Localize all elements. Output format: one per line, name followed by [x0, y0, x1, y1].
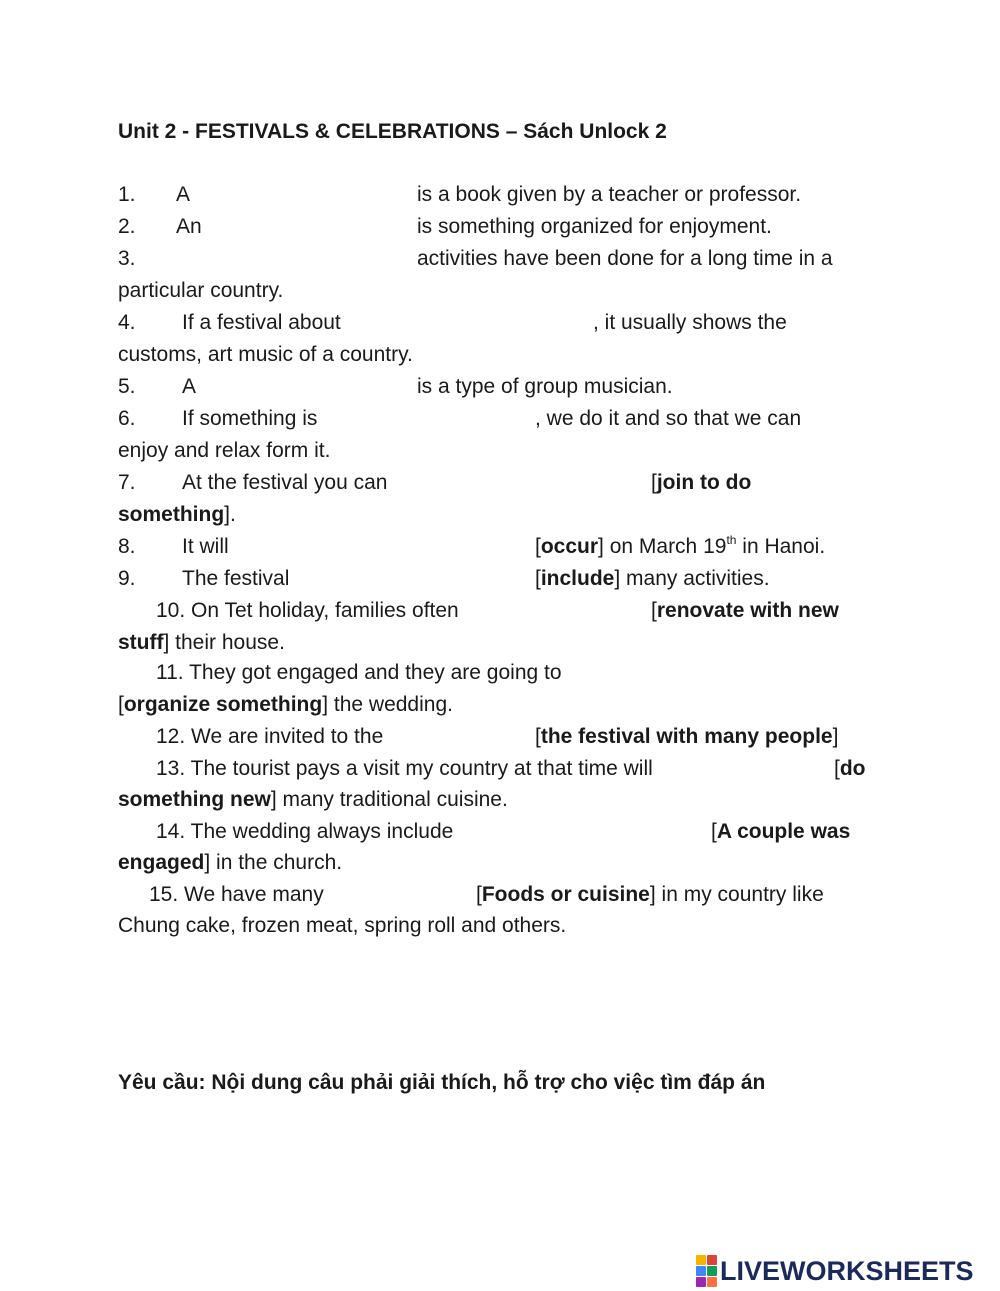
q11-text: 11. They got engaged and they are going to: [156, 661, 562, 684]
q1-number: 1.: [118, 183, 136, 206]
requirement-note: Yêu cầu: Nội dung câu phải giải thích, hỗ trợ cho việc tìm đáp án: [118, 1071, 766, 1094]
q4-text-rest: , it usually shows the: [593, 311, 787, 334]
q8-hint: [occur] on March 19th in Hanoi.: [535, 533, 826, 558]
q3-text: activities have been done for a long time in a: [417, 247, 833, 270]
q2-number: 2.: [118, 215, 136, 238]
q5-number: 5.: [118, 375, 136, 398]
q7-hint-text: join to do: [656, 471, 752, 494]
page-title: Unit 2 - FESTIVALS & CELEBRATIONS – Sách Unlock 2: [118, 120, 667, 143]
q14-text: 14. The wedding always include: [156, 820, 454, 843]
q6-text-rest: , we do it and so that we can: [535, 407, 802, 430]
q9-number: 9.: [118, 567, 136, 590]
q11-hint-text: organize something: [123, 693, 323, 716]
q13-text: 13. The tourist pays a visit my country at that time will: [156, 757, 653, 780]
q13-hint-text: do: [839, 757, 866, 780]
q9-hint-text: include: [540, 567, 615, 590]
q15-hint-text: Foods or cuisine: [481, 883, 650, 906]
q9-text: The festival: [182, 567, 290, 590]
liveworksheets-wordmark: LIVEWORKSHEETS: [720, 1255, 974, 1286]
q13-hint: [do: [834, 757, 866, 780]
q7-hint-text-line2: something: [118, 503, 225, 526]
q7-text: At the festival you can: [182, 471, 388, 494]
q14-hint-text: A couple was: [716, 820, 851, 843]
q12-hint-text: the festival with many people: [540, 725, 833, 748]
logo-tile: [707, 1255, 717, 1265]
q5-text: is a type of group musician.: [417, 375, 673, 398]
logo-tile: [707, 1266, 717, 1276]
q10-text: 10. On Tet holiday, families often: [156, 599, 459, 622]
q15-text: 15. We have many: [149, 883, 324, 906]
q15-text-line2: Chung cake, frozen meat, spring roll and others.: [118, 914, 567, 937]
q1-article: A: [176, 183, 191, 206]
q10-hint: [renovate with new: [651, 599, 839, 622]
q13-hint-text-line2: something new: [118, 788, 271, 811]
logo-tile: [696, 1266, 706, 1276]
q10-hint-text-line2: stuff: [118, 631, 164, 654]
q7-hint: [join to do: [651, 471, 752, 494]
q12-hint: [the festival with many people]: [535, 725, 839, 748]
q11-hint: [organize something] the wedding.: [118, 693, 453, 716]
q8-number: 8.: [118, 535, 136, 558]
q15-hint: [Foods or cuisine] in my country like: [476, 883, 824, 906]
q10-hint-line2: stuff] their house.: [118, 631, 285, 654]
q8-text: It will: [182, 535, 229, 558]
q8-hint-text: occur: [540, 535, 599, 558]
logo-tile: [696, 1277, 706, 1287]
q4-text: If a festival about: [182, 311, 341, 334]
liveworksheets-logo: [696, 1256, 974, 1286]
q14-hint-line2: engaged] in the church.: [118, 851, 343, 874]
q6-text-line2: enjoy and relax form it.: [118, 439, 331, 462]
logo-tile: [707, 1277, 717, 1287]
q2-text: is something organized for enjoyment.: [417, 215, 772, 238]
q14-hint-text-line2: engaged: [118, 851, 205, 874]
q5-article: A: [182, 375, 197, 398]
q9-hint: [include] many activities.: [535, 567, 770, 590]
q3-number: 3.: [118, 247, 136, 270]
q6-number: 6.: [118, 407, 136, 430]
q1-text: is a book given by a teacher or professor.: [417, 183, 802, 206]
q3-text-line2: particular country.: [118, 279, 284, 302]
liveworksheets-logo-icon: [696, 1255, 717, 1287]
q6-text: If something is: [182, 407, 318, 430]
q10-hint-text: renovate with new: [656, 599, 839, 622]
q12-text: 12. We are invited to the: [156, 725, 384, 748]
q2-article: An: [176, 215, 202, 238]
q13-hint-line2: something new] many traditional cuisine.: [118, 788, 508, 811]
q7-hint-line2: something].: [118, 503, 236, 526]
q4-text-line2: customs, art music of a country.: [118, 343, 413, 366]
q7-number: 7.: [118, 471, 136, 494]
q14-hint: [A couple was: [711, 820, 851, 843]
q4-number: 4.: [118, 311, 136, 334]
logo-tile: [696, 1255, 706, 1265]
